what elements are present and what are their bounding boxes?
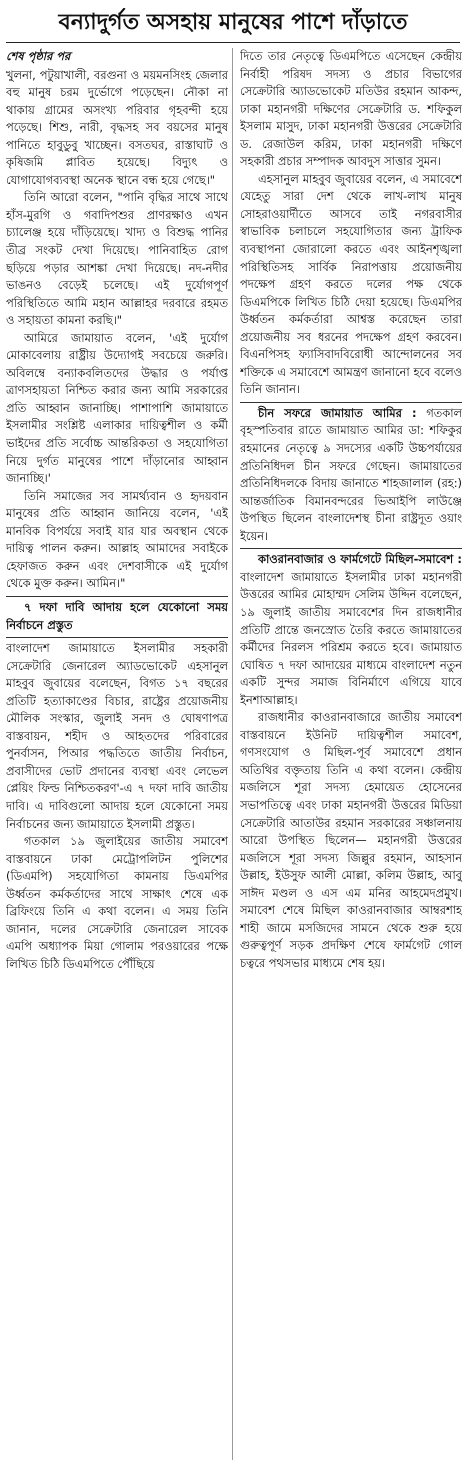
headline: বন্যাদুর্গত অসহায় মানুষের পাশে দাঁড়াতে (58, 10, 408, 35)
headline-rule (6, 42, 460, 43)
section-rule (240, 402, 462, 403)
column-divider (232, 48, 233, 1460)
article-paragraph: বাংলাদেশ জামায়াতে ইসলামীর সহকারী সেক্রেটারি জেনারেল অ্যাডভোকেট এহসানুল মাহবুব জুবায়ের বলেছেন, বিগত ১৭ বছরের প্রতিটি হত্যাকাণ্ডের বিচার, রাষ্ট্রের প্রয়োজনীয় মৌলিক সংস্কার, জুলাই সনদ ও ঘোষণাপত্র বাস্তবায়ন, শহীদ ও আহতদের পরিবারের পুনর্বাসন, পিআর পদ্ধতিতে জাতীয় নির্বাচন, প্রবাসীদের ভোট প্রদানের ব্যবস্থা এবং লেভেল প্লেয়িং ফিল্ড নিশ্চিতকরণ'-এ ৭ দফা দাবি জাতীয় দাবি। এ দাবিগুলো আদায় হলে যেকোনো সময় নির্বাচনের জন্য জামায়াতে ইসলামী প্রস্তুত। (6, 641, 228, 831)
section-subhead: ৭ দফা দাবি আদায় হলে যেকোনো সময় নির্বাচনে প্রস্তুত (6, 599, 228, 632)
china-trip-text: গতকাল বৃহস্পতিবার রাতে জামায়াত আমির ডা: শফিকুর রহমানের নেতৃত্বে ৯ সদস্যের একটি উচ্চপর্যায়ের প্রতিনিধিদল চীন সফরে গেছেন। জামায়াতের প্রতিনিধিদলকে বিদায় জানাতে শাহজালাল (রহ:) আন্তর্জাতিক বিমানবন্দরের ভিআইপি লাউঞ্জে উপস্থিত ছিলেন বাংলাদেশস্থ চীনা রাষ্ট্রদূত ওয়াং ইয়েন। (240, 405, 462, 543)
section-rule (6, 637, 228, 638)
article-paragraph: গতকাল ১৯ জুলাইয়ের জাতীয় সমাবেশ বাস্তবায়নে ঢাকা মেট্রোপলিটন পুলিশের (ডিএমপি) সহযোগিতা কামনায় ডিএমপির উর্ধ্বতন কর্মকর্তাদের সাথে সাক্ষাৎ শেষে এক ব্রিফিংয়ে তিনি এ কথা বলেন। এ সময় তিনি জানান, দলের সেক্রেটারি জেনারেল সাবেক এমপি অধ্যাপক মিয়া গোলাম পরওয়ারের পক্ষে লিখিত চিঠি ডিএমপিতে পৌঁছিয়ে (6, 834, 228, 971)
karwan-bazar-paragraph (240, 551, 462, 709)
article-paragraph: রাজধানীর কাওরানবাজারে জাতীয় সমাবেশ বাস্তবায়নে ইউনিট দায়িত্বশীল সমাবেশ, গণসংযোগ ও মিছিল-পূর্ব সমাবেশে প্রধান অতিথির বক্তৃতায় তিনি এ কথা বলেন। কেন্দ্রীয় মজলিসে শূরা সদস্য হেমায়েত হোসেনের সভাপতিত্বে এবং ঢাকা মহানগরী উত্তরের মিডিয়া সেক্রেটারি আতাউর রহমান সরকারের সঞ্চালনায় আরো উপস্থিত ছিলেন— মহানগরী উত্তরের মজলিসে শূরা সদস্য জিল্লুর রহমান, আহসান উল্লাহ, ইউসুফ আলী মোল্লা, কলিম উল্লাহ, আবু সাঈদ মণ্ডল ও এস এম মনির আহমেদপ্রমুখ। সমাবেশ শেষে মিছিল কাওরানবাজার আম্বরশাহ শাহী জামে মসজিদের সামনে থেকে শুরু হয়ে গুরুত্বপূর্ণ সড়ক প্রদক্ষিণ শেষে ফার্মগেট গোল চত্বরে পথসভার মাধ্যমে শেষ হয়। (240, 710, 462, 970)
article-column-left (6, 48, 228, 1462)
karwan-bazar-subhead: কাওরানবাজার ও ফার্মগেটে মিছিল-সমাবেশ : (258, 552, 462, 567)
china-trip-subhead: চীন সফরে জামায়াত আমির : (258, 405, 417, 420)
china-trip-paragraph (240, 405, 462, 545)
article-paragraph: তিনি সমাজের সব সামর্থ্যবান ও হৃদয়বান মানুষের প্রতি আহ্বান জানিয়ে বলেন, 'এই মানবিক বিপর্যয়ে সবাই যার যার অবস্থান থেকে দায়িত্ব পালন করুন। আল্লাহ আমাদের সবাইকে হেফাজত করুন এবং দেশবাসীকে এই দুর্যোগ থেকে মুক্ত করুন। আমিন।" (6, 488, 228, 591)
article-paragraph: তিনি আরো বলেন, "পানি বৃদ্ধির সাথে সাথে হাঁস-মুরগি ও গবাদিপশুর প্রাণরক্ষাও এখন চ্যালেঞ্জ হয়ে দাঁড়িয়েছে। খাদ্য ও বিশুদ্ধ পানির তীব্র সংকট দেখা দিয়েছে। পানিবাহিত রোগ ছড়িয়ে পড়ার আশঙ্কা দেখা দিয়েছে। নদ-নদীর ভাঙনও বেড়েই চলেছে। এই দুর্যোগপূর্ণ পরিস্থিতিতে আমি মহান আল্লাহর দরবারে রহমত ও সহায়তা কামনা করছি।" (6, 190, 228, 328)
section-rule (6, 596, 228, 597)
article-column-right (240, 48, 462, 1462)
article-paragraph: দিতে তার নেতৃত্বে ডিএমপিতে এসেছেন কেন্দ্রীয় নির্বাহী পরিষদ সদস্য ও প্রচার বিভাগের সেক্রেটারি অ্যাডভোকেট মতিউর রহমান আকন্দ, ঢাকা মহানগরী দক্ষিণের সেক্রেটারি ড. শফিকুল ইসলাম মাসুদ, ঢাকা মহানগরী উত্তরের সেক্রেটারি ড. রেজাউল করিম, ঢাকা মহানগরী দক্ষিণে সহকারী প্রচার সম্পাদক আবদুস সাত্তার সুমন। (240, 49, 462, 169)
continued-label: শেষ পৃষ্ঠার পর (6, 49, 71, 63)
article-paragraph: এহসানুল মাহবুব জুবায়ের বলেন, এ সমাবেশে যেহেতু সারা দেশ থেকে লাখ-লাখ মানুষ সোহরাওয়ার্দীতে আসবে তাই নগরবাসীর স্বাভাবিক চলাচলে সহযোগিতার জন্য ট্রাফিক ব্যবস্থাপনা জোরালো করতে এবং আইনশৃঙ্খলা পরিস্থিতিসহ সার্বিক নিরাপত্তায় প্রয়োজনীয় পদক্ষেপ গ্রহণ করতে দলের পক্ষ থেকে ডিএমপিকে লিখিত চিঠি দেয়া হয়েছে। ডিএমপির উর্ধ্বতন কর্মকর্তারা আশ্বস্ত করেছেন তারা প্রয়োজনীয় সব ধরনের পদক্ষেপ গ্রহণ করবেন। বিএনপিসহ ফ্যাসিবাদবিরোধী আন্দোলনের সব শক্তিকে এ সমাবেশে আমন্ত্রণ জানানো হবে বলেও তিনি জানান। (240, 171, 462, 397)
karwan-bazar-text: বাংলাদেশ জামায়াতে ইসলামীর ঢাকা মহানগরী উত্তরের আমির মোহাম্মদ সেলিম উদ্দিন বলেছেন, ১৯ জুলাই জাতীয় সমাবেশের দিন রাজধানীর প্রতিটি প্রান্তে জনস্রোত তৈরি করতে জামায়াতের কর্মীদের নিরলস পরিশ্রম করতে হবে। জামায়াত ঘোষিত ৭ দফা আদায়ের মাধ্যমে বাংলাদেশ নতুন একটি সুন্দর সমাজ বিনির্মাণে এগিয়ে যাবে ইনশাআল্লাহ। (240, 569, 462, 707)
section-rule (240, 548, 462, 549)
article-paragraph: আমিরে জামায়াত বলেন, 'এই দুর্যোগ মোকাবেলায় রাষ্ট্রীয় উদ্যোগই সবচেয়ে জরুরি। অবিলম্বে বন্যাকবলিতদের উদ্ধার ও পর্যাপ্ত ত্রাণসহায়তা নিশ্চিত করার জন্য আমি সরকারের প্রতি আহ্বান জানাচ্ছি। পাশাপাশি জামায়াতে ইসলামীর সংশ্লিষ্ট এলাকার দায়িত্বশীল ও কর্মী ভাইদের প্রতি সর্বোচ্চ আন্তরিকতা ও সহযোগিতা নিয়ে দুর্গত মানুষের পাশে দাঁড়ানোর আহ্বান জানাচ্ছি।' (6, 330, 228, 486)
article-paragraph: খুলনা, পটুয়াখালী, বরগুনা ও ময়মনসিংহ জেলার বহু মানুষ চরম দুর্ভোগে পড়েছেন। নৌকা না থাকায় গ্রামের অসংখ্য পরিবার গৃহবন্দী হয়ে পড়েছে। শিশু, নারী, বৃদ্ধসহ সব বয়সের মানুষ পানিতে হাবুডুবু খাচ্ছেন। বসতঘর, রাস্তাঘাট ও কৃষিজমি প্লাবিত হয়েছে। বিদ্যুৎ ও যোগাযোগব্যবস্থা অনেক স্থানে বন্ধ হয়ে গেছে।" (6, 67, 228, 187)
